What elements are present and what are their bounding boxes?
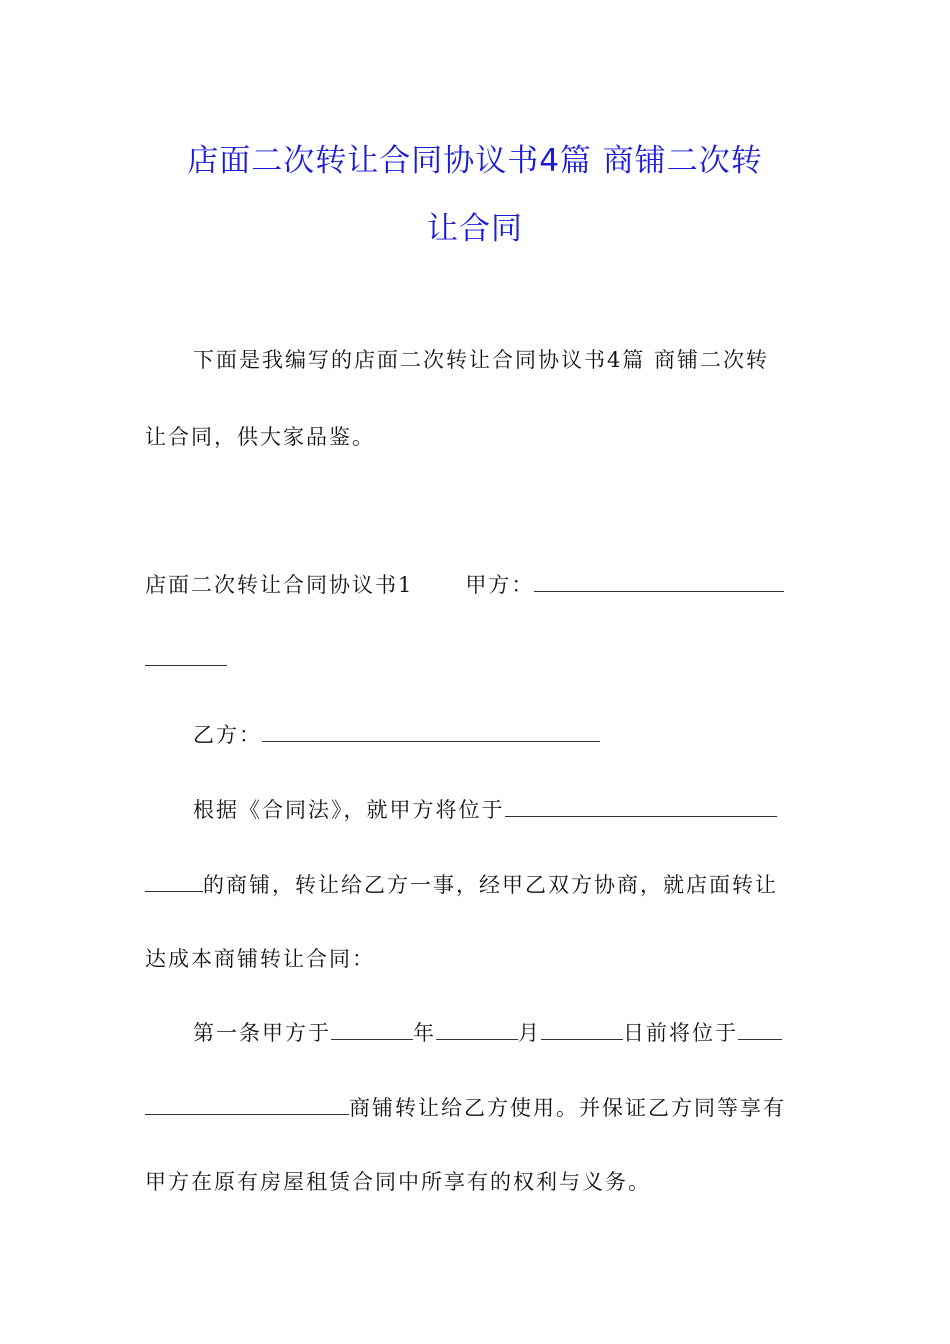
section-heading-row [145,570,784,600]
document-title-line-2: 让合同 [427,211,523,247]
section-heading: 店面二次转让合同协议书1 [145,573,414,597]
basis-paragraph-line-1 [193,795,777,825]
article-1-line-2: 商铺转让给乙方使用。并保证乙方同等享有 [145,1093,786,1123]
shop-location-blank [738,1019,782,1040]
intro-paragraph-line-1: 下面是我编写的店面二次转让合同协议书4篇 商铺二次转 [193,348,770,372]
party-a-blank-continuation [145,644,227,674]
year-blank [331,1019,413,1040]
basis-prefix: 根据《合同法》，就甲方将位于 [193,798,505,822]
article-1-line-1: 第一条甲方于 年 月 日前将位于 [193,1018,782,1048]
party-b-row [193,720,600,750]
document-title-line-1: 店面二次转让合同协议书4篇 商铺二次转 [187,143,763,179]
article-1-line-3: 甲方在原有房屋租赁合同中所享有的权利与义务。 [145,1170,651,1194]
location-blank [505,796,777,817]
party-a-label: 甲方： [465,573,535,597]
party-b-label: 乙方： [193,723,262,747]
intro-paragraph-line-2: 让合同，供大家品鉴。 [145,425,375,449]
party-a-blank [534,571,784,592]
month-blank [436,1019,518,1040]
basis-paragraph-line-3: 达成本商铺转让合同： [145,947,375,971]
day-blank [541,1019,623,1040]
basis-paragraph-line-2: 的商铺，转让给乙方一事，经甲乙双方协商，就店面转让 [145,870,778,900]
party-b-blank [262,721,600,742]
